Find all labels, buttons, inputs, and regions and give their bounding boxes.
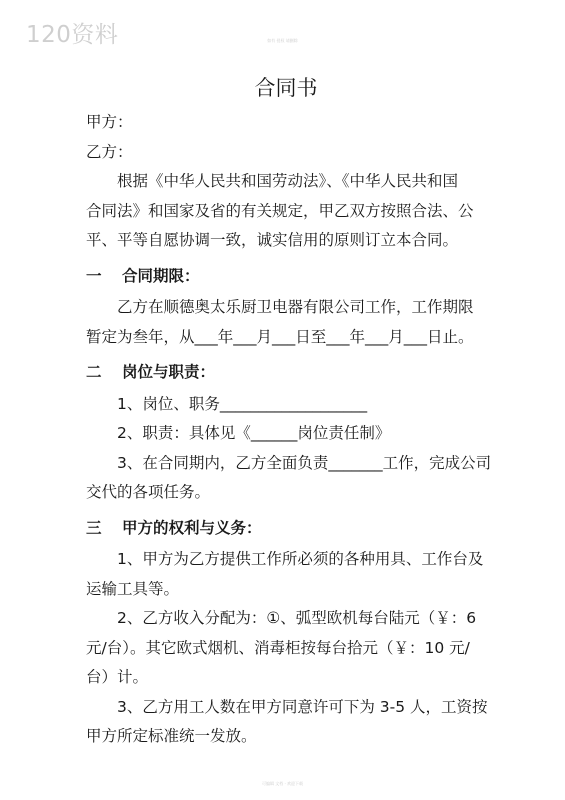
duty-item: 3、在合同期内，乙方全面负责_______工作，完成公司 — [117, 453, 492, 472]
section-heading-term — [86, 262, 486, 292]
term-line: 暂定为叁年，从___年___月___日至___年___月___日止。 — [86, 327, 474, 346]
duty-item: 1、岗位、职务___________________ — [117, 394, 368, 413]
section-title: 岗位与职责： — [122, 363, 216, 381]
rights-item-continued: 元/台）。其它欧式烟机、消毒柜按每台拾元（￥：10 元/ — [86, 638, 470, 657]
intro-line: 合同法》和国家及省的有关规定，甲乙双方按照合法、公 — [86, 201, 474, 220]
rights-item-continued: 甲方所定标准统一发放。 — [86, 727, 257, 745]
intro-line: 根据《中华人民共和国劳动法》、《中华人民共和国 — [117, 172, 459, 190]
rights-item: 1、甲方为乙方提供工作所必须的各种用具、工作台及 — [117, 550, 484, 568]
section-title: 甲方的权利与义务： — [122, 518, 262, 537]
section-number: 三 — [86, 518, 102, 537]
rights-item-continued: 台）计。 — [86, 668, 149, 686]
duty-item: 2、职责：具体见《______岗位责任制》 — [117, 424, 391, 442]
contract-document — [86, 72, 492, 752]
footer-note: 可编辑 文档 · 欢迎下载 — [261, 781, 304, 786]
header-note: 如有 侵权 请删除 — [267, 38, 298, 43]
party-a-line: 甲方： — [86, 113, 133, 131]
rights-item: 3、乙方用工人数在甲方同意许可下为 3-5 人，工资按 — [117, 697, 488, 716]
intro-line: 平、平等自愿协调一致，诚实信用的原则订立本合同。 — [86, 231, 459, 249]
duty-item-continued: 交代的各项任务。 — [86, 483, 211, 501]
section-heading-duties — [86, 358, 486, 388]
watermark-logo: 120资料 — [26, 22, 119, 48]
document-title: 合同书 — [254, 76, 318, 100]
rights-item-continued: 运输工具等。 — [86, 579, 180, 598]
section-number: 二 — [86, 363, 102, 381]
party-b-line: 乙方： — [86, 142, 133, 161]
section-title: 合同期限： — [122, 266, 200, 285]
intro-paragraph — [86, 167, 486, 256]
section-heading-party-a-rights — [86, 514, 486, 544]
section-number: 一 — [86, 266, 102, 285]
term-line: 乙方在顺德奥太乐厨卫电器有限公司工作，工作期限 — [117, 298, 474, 316]
rights-item: 2、乙方收入分配为：①、弧型欧机每台陆元（￥：6 — [117, 609, 477, 627]
